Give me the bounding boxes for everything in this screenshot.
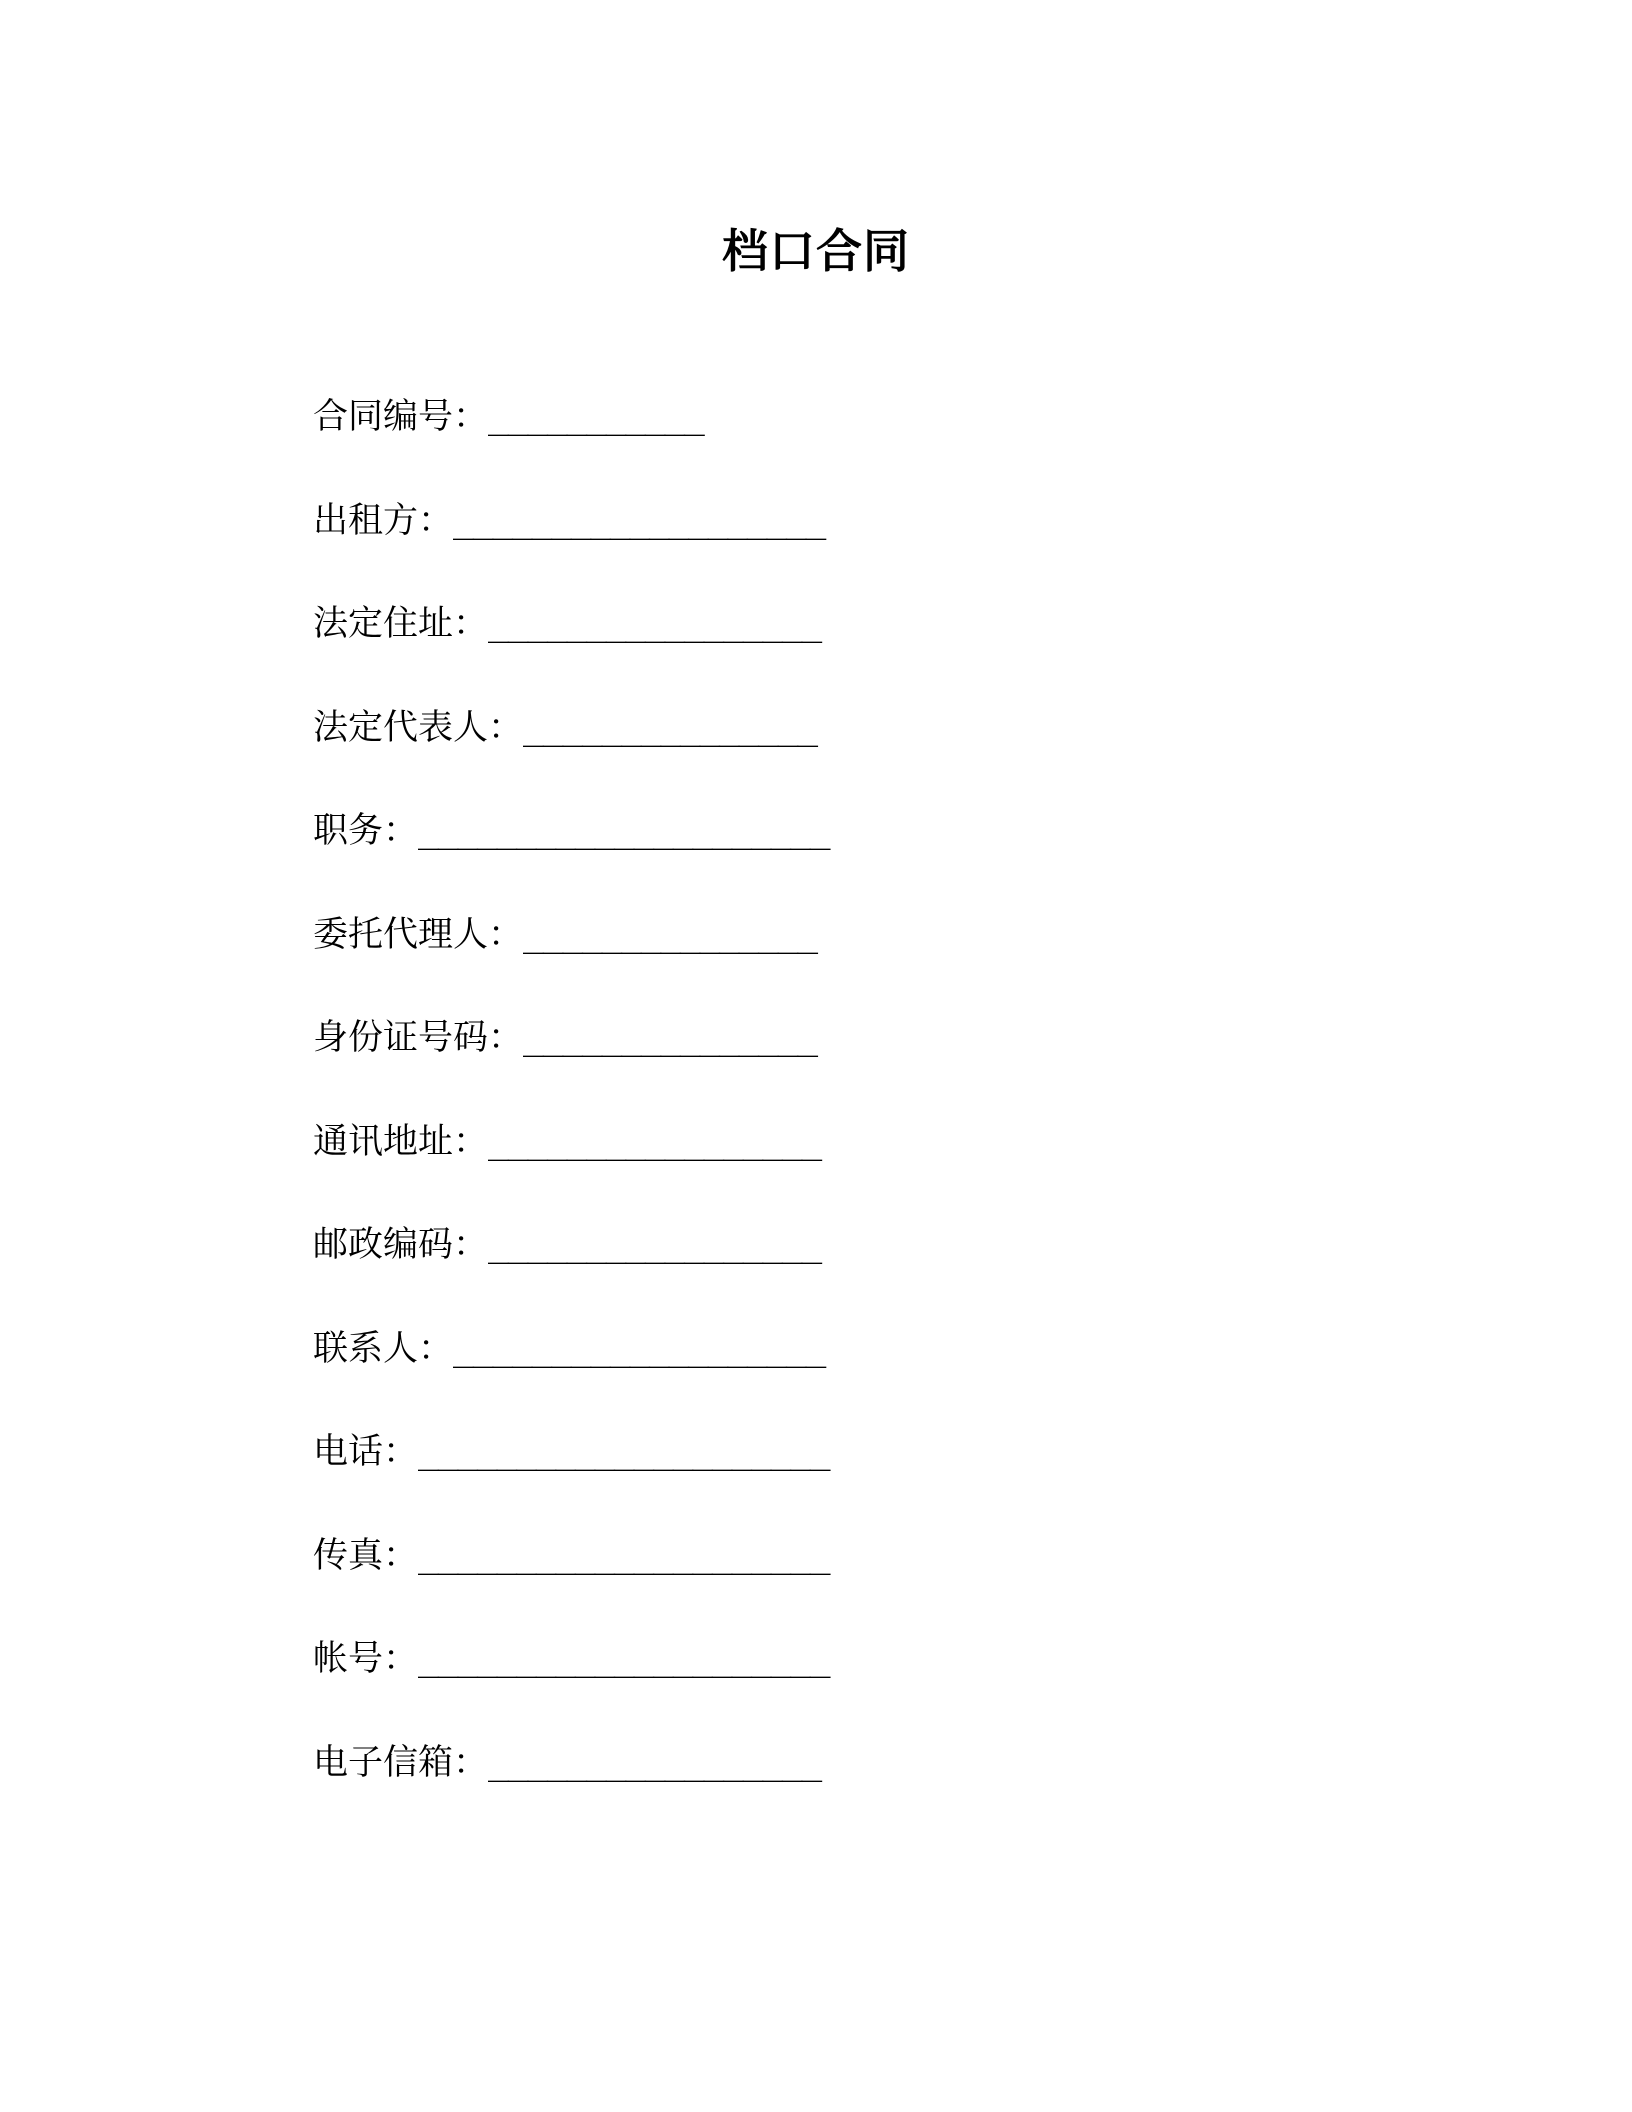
- field-legal-representative: [313, 703, 1313, 807]
- document-title: 档口合同: [722, 224, 910, 278]
- field-blank: _____________________: [418, 1535, 830, 1576]
- field-label: 法定住址：: [313, 604, 489, 644]
- field-fax: [313, 1531, 1313, 1635]
- field-contract-number: [313, 392, 1313, 496]
- field-label: 传真：: [313, 1535, 419, 1576]
- field-mailing-address: [313, 1117, 1313, 1221]
- field-blank: ___________________: [453, 500, 825, 541]
- field-blank: _____________________: [418, 811, 830, 851]
- field-label: 帐号：: [313, 1639, 419, 1679]
- field-account-number: [313, 1634, 1313, 1738]
- field-label: 法定代表人：: [313, 707, 524, 748]
- field-phone: [313, 1427, 1313, 1531]
- field-blank: _____________________: [418, 1639, 830, 1679]
- field-authorized-agent: [313, 910, 1313, 1014]
- field-contact-person: [313, 1324, 1313, 1428]
- party-info-fields: [313, 392, 1313, 1841]
- field-label: 身份证号码：: [313, 1018, 524, 1058]
- field-label: 出租方：: [313, 500, 454, 541]
- field-blank: _______________: [523, 1018, 817, 1058]
- field-label: 邮政编码：: [313, 1225, 489, 1265]
- field-label: 联系人：: [313, 1328, 454, 1369]
- field-label: 电话：: [313, 1432, 419, 1472]
- field-label: 合同编号：: [313, 397, 489, 437]
- field-label: 委托代理人：: [313, 914, 524, 955]
- field-blank: _____________________: [418, 1432, 830, 1472]
- field-id-number: [313, 1013, 1313, 1117]
- field-postal-code: [313, 1220, 1313, 1324]
- field-lessor: [313, 496, 1313, 600]
- field-blank: ___________: [488, 397, 704, 437]
- field-blank: _______________: [523, 914, 817, 955]
- field-blank: _________________: [488, 1121, 821, 1162]
- field-legal-address: [313, 599, 1313, 703]
- field-label: 职务：: [313, 811, 419, 851]
- field-blank: _________________: [488, 1225, 821, 1265]
- field-blank: ___________________: [453, 1328, 825, 1369]
- field-blank: _________________: [488, 1742, 821, 1783]
- field-email: [313, 1738, 1313, 1842]
- field-position: [313, 806, 1313, 910]
- field-label: 电子信箱：: [313, 1742, 489, 1783]
- field-label: 通讯地址：: [313, 1121, 489, 1162]
- field-blank: _______________: [523, 707, 817, 748]
- field-blank: _________________: [488, 604, 821, 644]
